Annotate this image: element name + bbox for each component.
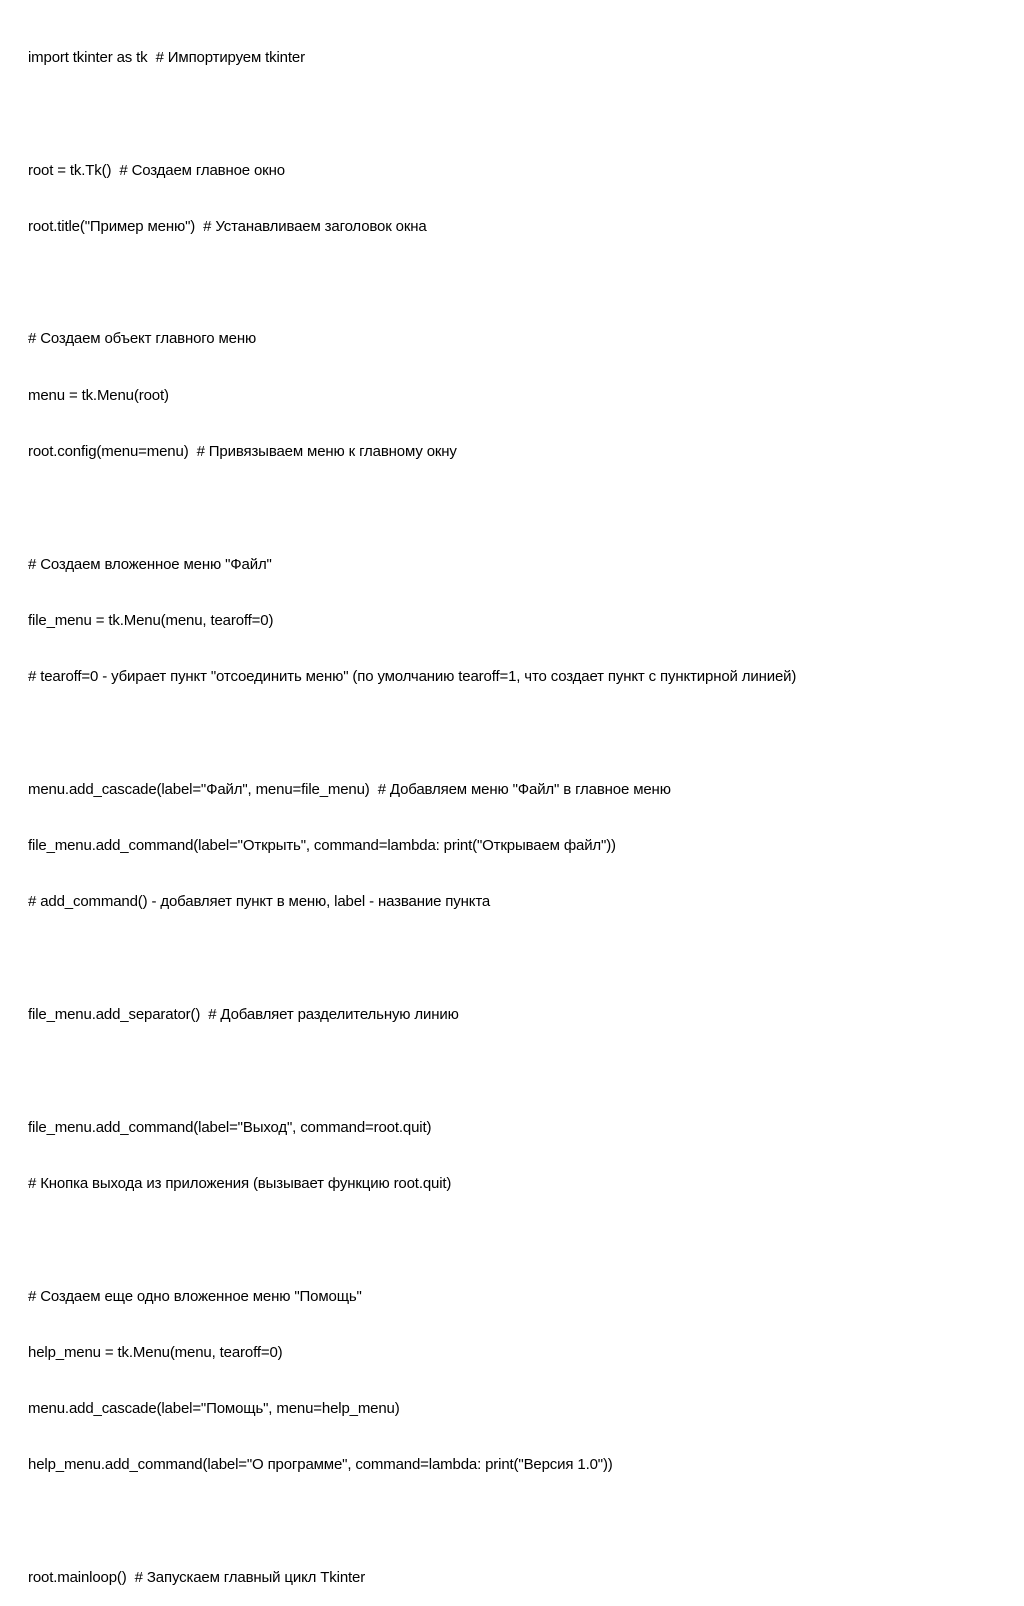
blank-line [28, 1060, 796, 1082]
comment-line: # add_command() - добавляет пункт в меню, label - название пункта [28, 893, 491, 911]
blank-line [28, 1229, 796, 1251]
code-line: root.config(menu=menu) # Привязываем меню к главному окну [28, 443, 457, 461]
blank-line [28, 272, 796, 294]
blank-line [28, 948, 796, 970]
comment-line: # Создаем вложенное меню "Файл" [28, 555, 272, 573]
blank-line [28, 103, 796, 125]
code-line: import tkinter as tk # Импортируем tkinter [28, 49, 305, 66]
code-line: help_menu = tk.Menu(menu, tearoff=0) [28, 1343, 283, 1361]
code-line: help_menu.add_command(label="О программе", command=lambda: print("Версия 1.0")) [28, 1456, 613, 1474]
code-line: file_menu.add_separator() # Добавляет разделительную линию [28, 1006, 459, 1024]
code-line: menu.add_cascade(label="Помощь", menu=help_menu) [28, 1400, 400, 1418]
code-line: file_menu = tk.Menu(menu, tearoff=0) [28, 611, 274, 629]
blank-line [28, 1511, 796, 1533]
code-line: menu.add_cascade(label="Файл", menu=file_menu) # Добавляем меню "Файл" в главное меню [28, 780, 671, 798]
code-listing [28, 13, 796, 1606]
comment-line: # Создаем объект главного меню [28, 330, 257, 348]
code-line: root.mainloop() # Запускаем главный цикл Tkinter [28, 1569, 366, 1587]
code-line: menu = tk.Menu(root) [28, 386, 169, 404]
code-line: file_menu.add_command(label="Открыть", command=lambda: print("Открываем файл")) [28, 837, 616, 855]
code-line: file_menu.add_command(label="Выход", command=root.quit) [28, 1118, 432, 1136]
comment-line: # Создаем еще одно вложенное меню "Помощь" [28, 1287, 362, 1305]
comment-line: # Кнопка выхода из приложения (вызывает функцию root.quit) [28, 1174, 452, 1192]
code-line: root.title("Пример меню") # Устанавливаем заголовок окна [28, 217, 427, 235]
blank-line [28, 723, 796, 745]
blank-line [28, 497, 796, 519]
comment-line: # tearoff=0 - убирает пункт "отсоединить меню" (по умолчанию tearoff=1, что создает пункт с пунктирной линией) [28, 668, 797, 686]
code-line: root = tk.Tk() # Создаем главное окно [28, 161, 285, 179]
